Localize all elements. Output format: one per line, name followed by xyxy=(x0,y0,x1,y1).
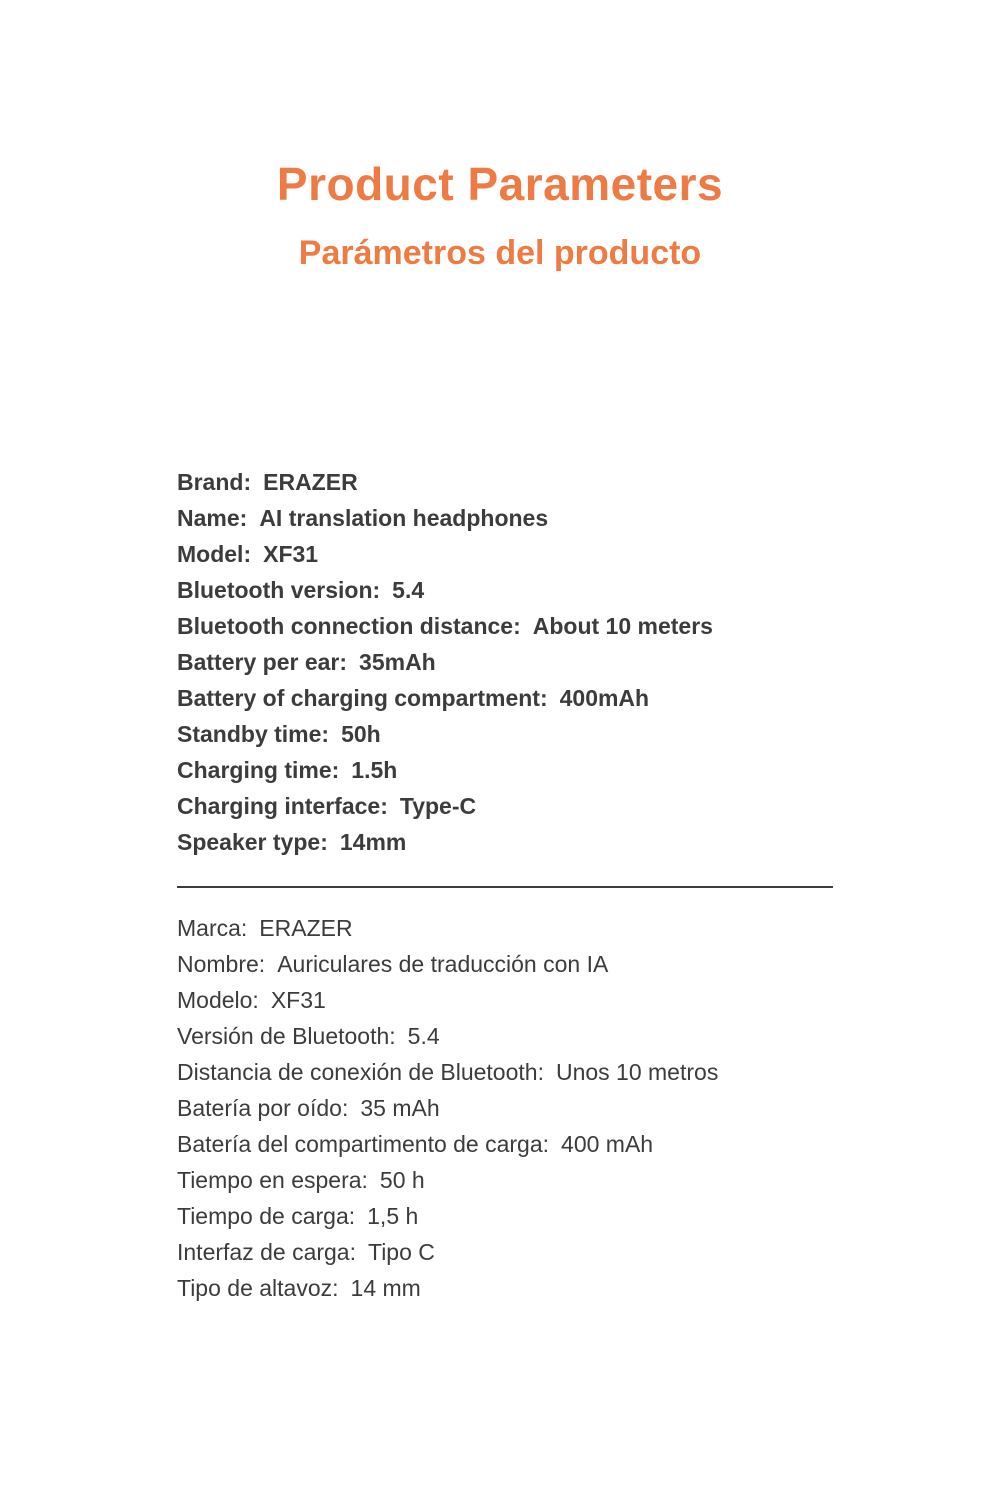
spec-es-label: Versión de Bluetooth: xyxy=(177,1023,396,1049)
page-subtitle: Parámetros del producto xyxy=(298,234,702,272)
spec-es-value: Unos 10 metros xyxy=(555,1059,719,1085)
spec-es-label: Marca: xyxy=(177,915,248,941)
spec-en-value: ERAZER xyxy=(263,469,358,495)
spec-es-row xyxy=(177,1090,837,1126)
spec-es-label: Batería por oído: xyxy=(177,1095,349,1121)
spec-es-row xyxy=(177,982,837,1018)
spec-en-label: Bluetooth version: xyxy=(177,577,381,603)
spec-es-value: 5.4 xyxy=(407,1023,440,1049)
spec-es-row xyxy=(177,1018,837,1054)
spec-en-row xyxy=(177,716,837,752)
page-header xyxy=(0,158,1000,272)
spec-es-row xyxy=(177,1234,837,1270)
spec-es-row xyxy=(177,1162,837,1198)
spec-es-value: ERAZER xyxy=(259,915,353,941)
spec-es-label: Tiempo de carga: xyxy=(177,1203,356,1229)
spec-en-label: Model: xyxy=(177,541,252,567)
spec-en-row xyxy=(177,500,837,536)
spec-en-value: 50h xyxy=(341,721,381,747)
spec-es-row xyxy=(177,946,837,982)
spec-es-value: 14 mm xyxy=(350,1275,421,1301)
spec-en-label: Name: xyxy=(177,505,248,531)
divider-line xyxy=(177,886,833,888)
spec-en-row xyxy=(177,572,837,608)
spec-sheet xyxy=(177,464,837,1306)
spec-es-value: Tipo C xyxy=(368,1239,435,1265)
spec-es-row xyxy=(177,1270,837,1306)
spec-en-value: 5.4 xyxy=(392,577,425,603)
spec-es-label: Modelo: xyxy=(177,987,259,1013)
spec-en-row xyxy=(177,644,837,680)
spec-en-value: 1.5h xyxy=(351,757,398,783)
spec-es-row xyxy=(177,1054,837,1090)
spec-en-value: Type-C xyxy=(399,793,477,819)
spec-en-value: AI translation headphones xyxy=(259,505,549,531)
spec-en-row xyxy=(177,680,837,716)
spec-es-value: 400 mAh xyxy=(561,1131,654,1157)
spec-en-label: Charging interface: xyxy=(177,793,388,819)
spec-en-row xyxy=(177,824,837,860)
spec-en-row xyxy=(177,752,837,788)
spec-en-label: Standby time: xyxy=(177,721,330,747)
spec-es-value: Auriculares de traducción con IA xyxy=(277,951,609,977)
spec-en-label: Speaker type: xyxy=(177,829,328,855)
spec-en-value: XF31 xyxy=(263,541,319,567)
page-title: Product Parameters xyxy=(276,158,724,210)
spec-es-value: XF31 xyxy=(270,987,326,1013)
spec-es-label: Batería del compartimento de carga: xyxy=(177,1131,550,1157)
spec-es-row xyxy=(177,1126,837,1162)
spec-en-label: Brand: xyxy=(177,469,252,495)
spec-en-label: Battery per ear: xyxy=(177,649,348,675)
spec-es-label: Interfaz de carga: xyxy=(177,1239,356,1265)
spec-es-value: 1,5 h xyxy=(367,1203,419,1229)
spec-es-label: Distancia de conexión de Bluetooth: xyxy=(177,1059,544,1085)
spec-en-value: 400mAh xyxy=(559,685,650,711)
spec-en-value: 14mm xyxy=(339,829,407,855)
spec-en-value: 35mAh xyxy=(359,649,436,675)
spec-es-row xyxy=(177,1198,837,1234)
spec-list-english xyxy=(177,464,837,860)
spec-es-label: Nombre: xyxy=(177,951,266,977)
spec-es-row xyxy=(177,910,837,946)
spec-en-label: Battery of charging compartment: xyxy=(177,685,548,711)
spec-en-label: Charging time: xyxy=(177,757,340,783)
spec-en-row xyxy=(177,536,837,572)
spec-en-row xyxy=(177,464,837,500)
spec-list-spanish xyxy=(177,910,837,1306)
spec-es-label: Tipo de altavoz: xyxy=(177,1275,339,1301)
spec-en-row xyxy=(177,608,837,644)
spec-es-value: 35 mAh xyxy=(360,1095,440,1121)
spec-es-value: 50 h xyxy=(379,1167,425,1193)
spec-es-label: Tiempo en espera: xyxy=(177,1167,368,1193)
spec-en-row xyxy=(177,788,837,824)
spec-en-value: About 10 meters xyxy=(532,613,713,639)
spec-en-label: Bluetooth connection distance: xyxy=(177,613,521,639)
